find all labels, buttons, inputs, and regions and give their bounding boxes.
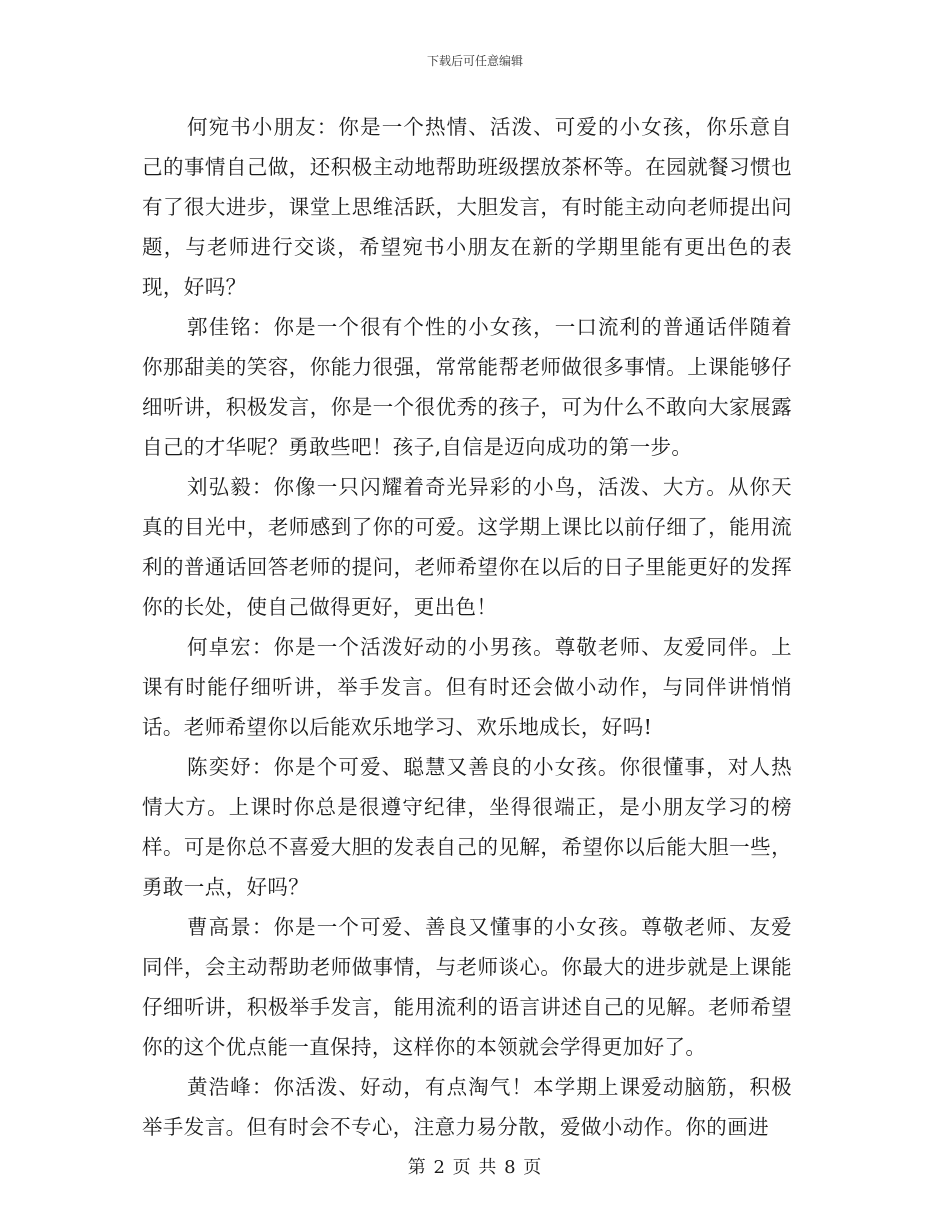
comment-paragraph-chen-yiyu: 陈奕妤：你是个可爱、聪慧又善良的小女孩。你很懂事，对人热情大方。上课时你总是很遵守纪律，坐得很端正，是小朋友学习的榜样。可是你总不喜爱大胆的发表自己的见解，希望你以后能大胆一些，勇敢一点，好吗？ <box>142 755 792 899</box>
comment-paragraph-guo-jiaming: 郭佳铭：你是一个很有个性的小女孩，一口流利的普通话伴随着你那甜美的笑容，你能力很强，常常能帮老师做很多事情。上课能够仔细听讲，积极发言，你是一个很优秀的孩子，可为什么不敢向大家展露自己的才华呢？勇敢些吧！孩子,自信是迈向成功的第一步。 <box>142 315 792 459</box>
comment-paragraph-cao-gaojing: 曹高景：你是一个可爱、善良又懂事的小女孩。尊敬老师、友爱同伴，会主动帮助老师做事情，与老师谈心。你最大的进步就是上课能仔细听讲，积极举手发言，能用流利的语言讲述自己的见解。老师希望你的这个优点能一直保持，这样你的本领就会学得更加好了。 <box>142 915 792 1059</box>
document-body <box>142 107 792 1147</box>
comment-paragraph-liu-hongyi: 刘弘毅：你像一只闪耀着奇光异彩的小鸟，活泼、大方。从你天真的目光中，老师感到了你的可爱。这学期上课比以前仔细了，能用流利的普通话回答老师的提问，老师希望你在以后的日子里能更好的发挥你的长处，使自己做得更好，更出色！ <box>142 475 792 619</box>
comment-paragraph-he-zhuohong: 何卓宏：你是一个活泼好动的小男孩。尊敬老师、友爱同伴。上课有时能仔细听讲，举手发言。但有时还会做小动作，与同伴讲悄悄话。老师希望你以后能欢乐地学习、欢乐地成长，好吗! <box>142 635 792 739</box>
comment-paragraph-huang-haofeng: 黄浩峰：你活泼、好动，有点淘气！本学期上课爱动脑筋，积极举手发言。但有时会不专心，注意力易分散，爱做小动作。你的画进 <box>142 1075 792 1139</box>
page-number-footer: 第 2 页 共 8 页 <box>407 1157 543 1178</box>
comment-paragraph-he-wanshu: 何宛书小朋友：你是一个热情、活泼、可爱的小女孩，你乐意自己的事情自己做，还积极主动地帮助班级摆放茶杯等。在园就餐习惯也有了很大进步，课堂上思维活跃，大胆发言，有时能主动向老师提出问题，与老师进行交谈，希望宛书小朋友在新的学期里能有更出色的表现，好吗？ <box>142 115 792 299</box>
page-header: 下载后可任意编辑 <box>426 54 523 68</box>
